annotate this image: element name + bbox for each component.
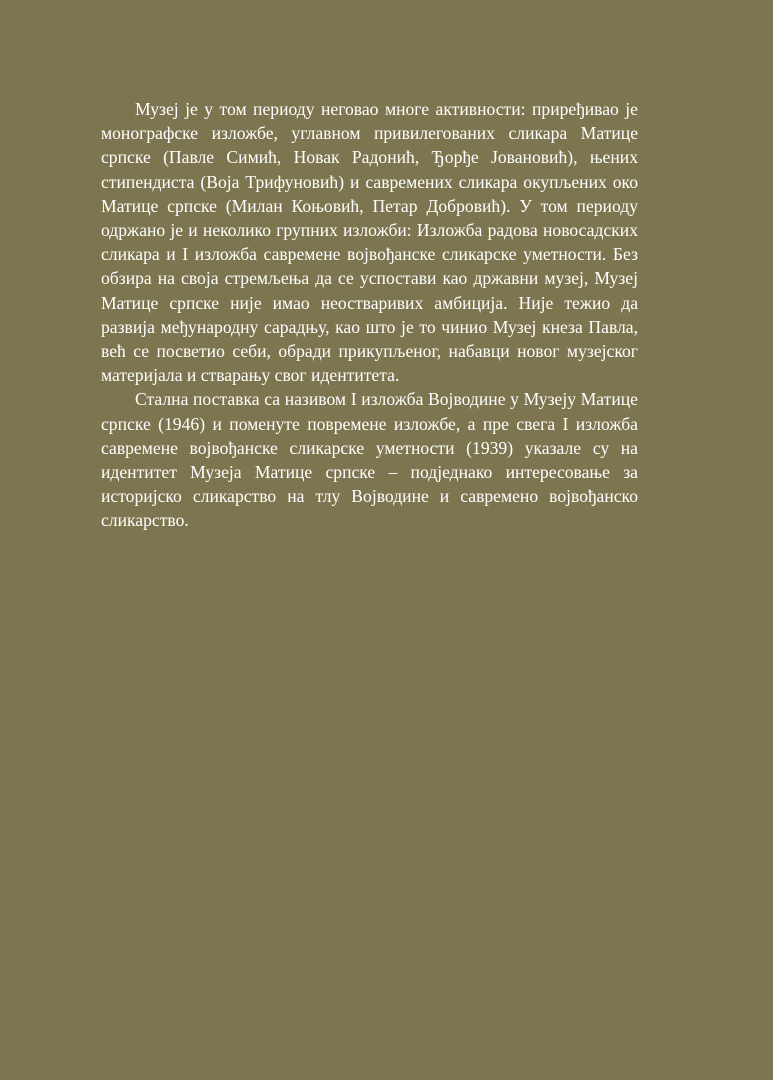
paragraph-1: Музеј је у том периоду неговао многе активности: приређивао је монографске изложбе, углавном привилегованих сликара Матице српске (Павле Симић, Новак Радонић, Ђорђе Јовановић), њених стипендиста (Воја Трифуновић) и савремених сликара окупљених око Матице српске (Милан Коњовић, Петар Добровић). У том периоду одржано је и неколико групних изложби: Изложба радова новосадских сликара и I изложба савремене војвођанске сликарске уметности. Без обзира на своја стремљења да се успостави као државни музеј, Музеј Матице српске није имао неостваривих амбиција. Није тежио да развија међународну сарадњу, као што је то чинио Музеј кнеза Павла, већ се посветио себи, обради прикупљеног, набавци новог музејског материјала и стварању свог идентитета.: [101, 99, 638, 386]
body-text: [101, 97, 638, 533]
paragraph-2: Стална поставка са називом I изложба Војводине у Музеју Матице српске (1946) и поменуте повремене изложбе, а пре свега I изложба савремене војвођанске сликарске уметности (1939) указале су на идентитет Музеја Матице српске – подједнако интересовање за историјско сликарство на тлу Војводине и савремено војвођанско сликарство.: [101, 389, 638, 531]
